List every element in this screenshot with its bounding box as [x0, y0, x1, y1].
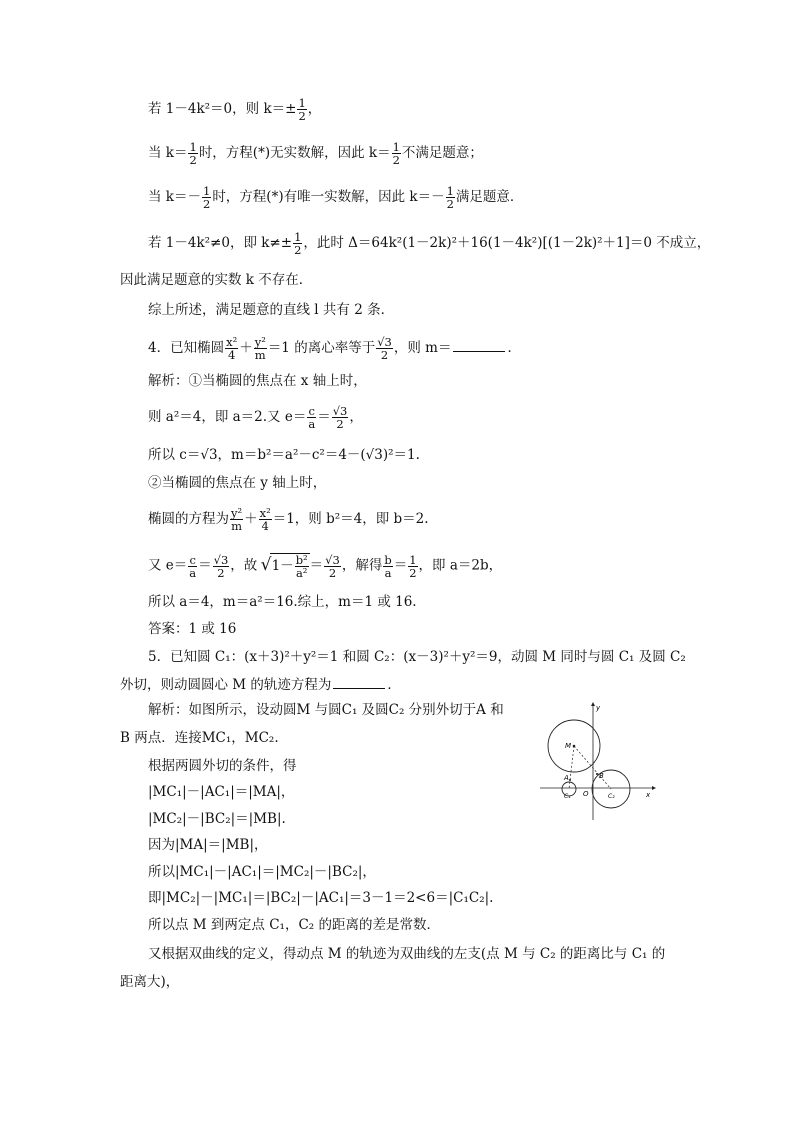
label-y: y	[596, 704, 601, 712]
fraction: $\frac{c}{a}$	[308, 404, 316, 431]
line-24: 所以|MC₁|－|AC₁|＝|MC₂|－|BC₂|，	[148, 864, 376, 880]
answer-line: 答案：1 或 16	[148, 621, 237, 637]
label-o: O	[583, 790, 589, 798]
line-23: 因为|MA|＝|MB|，	[148, 837, 268, 853]
y-axis-arrow	[591, 702, 595, 706]
line-2: 当 k＝ $\frac{1}{2}$ 时，方程(*)无实数解，因此 k＝ $\frac{1}{2}$ 不满足题意；	[148, 140, 483, 167]
point-a	[569, 779, 571, 781]
line-18: 解析：如图所示，设动圆M 与圆C₁ 及圆C₂ 分别外切于A 和	[148, 702, 504, 718]
fraction: $\frac{c}{a}$	[189, 552, 197, 580]
label-b: B	[599, 772, 604, 780]
fraction: $\frac{1}{2}$	[298, 96, 306, 123]
fraction: $\frac{1}{2}$	[294, 230, 302, 257]
fraction: $\frac{1}{2}$	[189, 140, 197, 167]
question-4: 4．已知椭圆 $\frac{\text{x²}}{4}$ ＋ $\frac{\text{y²}}{m}$ ＝1 的离心率等于 $\frac{√3}{2}$ ，则 m＝ ．	[148, 335, 521, 362]
circles-figure	[536, 700, 660, 825]
fraction: $\frac{\text{x²}}{4}$	[226, 335, 238, 362]
fraction: $\frac{\text{b²}}{\text{a²}}$	[295, 553, 308, 580]
question-5: 5．已知圆 C₁：(x＋3)²＋y²＝1 和圆 C₂：(x－3)²＋y²＝9，动圆 M 同时与圆 C₁ 及圆 C₂	[148, 649, 686, 665]
label-a: A	[564, 774, 569, 782]
label-x: x	[646, 791, 651, 799]
label-m: M	[565, 742, 572, 750]
fraction: $\frac{√3}{2}$	[377, 335, 392, 362]
segment-mc2	[574, 746, 611, 789]
line-8: 解析：①当椭圆的焦点在 x 轴上时，	[148, 373, 367, 389]
fraction: $\frac{\text{x²}}{4}$	[259, 506, 271, 533]
line-28: 距离大)，	[120, 974, 180, 990]
answer-blank	[453, 339, 505, 352]
sqrt-expression: √ 1－ $\frac{\text{b²}}{\text{a²}}$	[260, 553, 308, 580]
line-6: 综上所述，满足题意的直线 l 共有 2 条．	[148, 302, 395, 318]
line-9: 则 a²＝4，即 a＝2.又 e＝ $\frac{c}{a}$ ＝ $\frac{√3}{2}$ ，	[148, 404, 363, 431]
line-20: 根据两圆外切的条件，得	[148, 758, 297, 774]
line-26: 所以点 M 到两定点 C₁，C₂ 的距离的差是常数．	[148, 917, 440, 933]
fraction: $\frac{1}{2}$	[392, 140, 400, 167]
point-m	[573, 745, 576, 748]
point-b	[596, 773, 598, 775]
label-c1: C₁	[564, 793, 571, 800]
line-11: ②当椭圆的焦点在 y 轴上时，	[148, 475, 327, 491]
line-22: |MC₂|－|BC₂|＝|MB|.	[148, 811, 286, 827]
fraction: $\frac{1}{2}$	[202, 184, 211, 211]
fraction: $\frac{\text{y²}}{m}$	[231, 506, 243, 533]
x-axis-arrow	[652, 786, 656, 790]
line-4: 若 1－4k²≠0，即 k≠± $\frac{1}{2}$ ，此时 Δ＝64k²(1－2k)²＋16(1－4k²)[(1－2k)²＋1]＝0 不成立，	[148, 230, 711, 257]
line-3: 当 k＝－ $\frac{1}{2}$ 时，方程(*)有唯一实数解，因此 k＝－ $\frac{1}{2}$ 满足题意．	[148, 184, 524, 211]
line-12: 椭圆的方程为 $\frac{\text{y²}}{m}$ ＋ $\frac{\text{x²}}{4}$ ＝1，则 b²＝4，即 b＝2.	[148, 506, 429, 533]
line-27: 又根据双曲线的定义，得动点 M 的轨迹为双曲线的左支(点 M 与 C₂ 的距离比与 C₁ 的	[148, 946, 666, 962]
line-17: 外切，则动圆圆心 M 的轨迹方程为 ．	[120, 677, 401, 693]
fraction: $\frac{\text{y²}}{m}$	[254, 335, 266, 362]
fraction: $\frac{√3}{2}$	[332, 404, 348, 431]
fraction: $\frac{√3}{2}$	[325, 552, 340, 580]
fraction: $\frac{1}{2}$	[409, 552, 417, 580]
line-10: 所以 c＝√3，m＝b²＝a²－c²＝4－(√3)²＝1.	[148, 447, 420, 463]
line-1: 若 1－4k²＝0，则 k＝± $\frac{1}{2}$ ，	[148, 96, 322, 123]
text: 若 1－4k²＝0，则 k＝±	[148, 101, 297, 117]
line-21: |MC₁|－|AC₁|＝|MA|，	[148, 784, 295, 800]
fraction: $\frac{√3}{2}$	[213, 552, 229, 580]
answer-blank	[333, 676, 385, 689]
line-14: 所以 a＝4，m＝a²＝16.综上，m＝1 或 16.	[148, 594, 417, 610]
fraction: $\frac{1}{2}$	[446, 184, 454, 211]
line-13: 又 e＝ $\frac{c}{a}$ ＝ $\frac{√3}{2}$ ，故 √ 1－ $\frac{\text{b²}}{\text{a²}}$ ＝ $\frac{√3}{2}$ ，解得 $\frac{b}{a}$ ＝ $\frac{1}{2}$ ，即 a＝2b，	[148, 552, 503, 580]
label-c2: C₂	[608, 793, 615, 800]
fraction: $\frac{b}{a}$	[384, 552, 392, 580]
line-19: B 两点．连接MC₁，MC₂.	[120, 730, 279, 746]
line-5: 因此满足题意的实数 k 不存在．	[120, 272, 313, 288]
line-25: 即|MC₂|－|MC₁|＝|BC₂|－|AC₁|＝3－1＝2<6＝|C₁C₂|.	[148, 890, 494, 906]
